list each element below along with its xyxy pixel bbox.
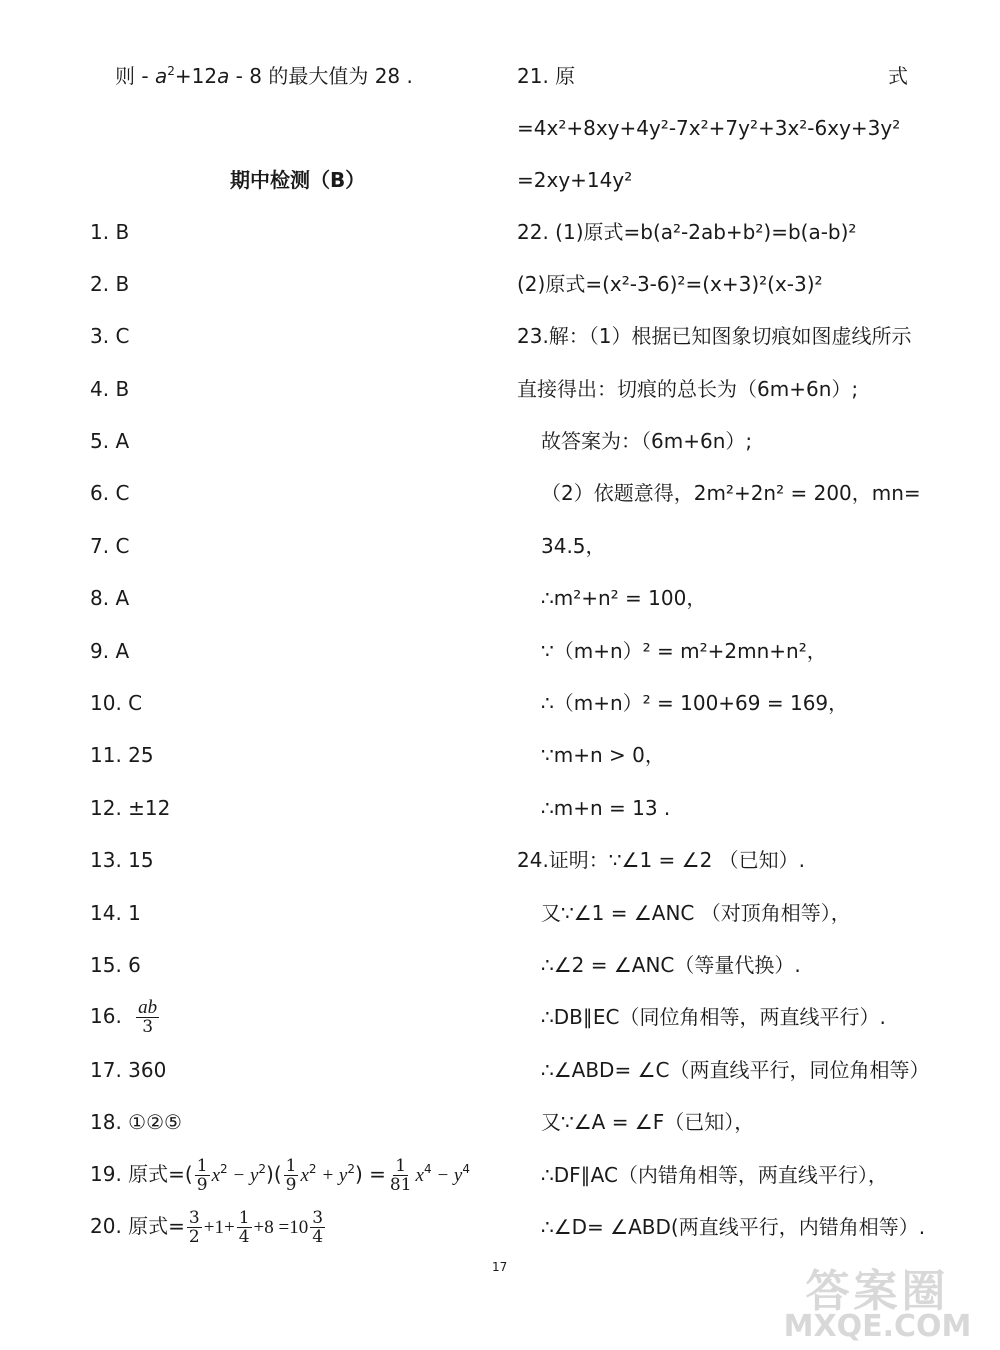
q21-line2: =4x²+8xy+4y²-7x²+7y²+3x²-6xy+3y² [517,116,901,140]
answer-20 [90,1204,327,1250]
answer-16-label: 16. [90,1004,122,1028]
intro-mid: +12 [174,64,218,88]
answer-9: 9. A [90,639,130,663]
answer-19-frac1-den: 9 [196,1175,208,1195]
answer-4: 4. B [90,377,130,401]
q23-line4: （2）依题意得，2m²+2n² = 200，mn= [541,481,921,505]
answer-2: 2. B [90,272,130,296]
answer-19-label: 19. 原式= [90,1162,185,1186]
answer-19-x1: x [211,1165,220,1186]
answer-19-exp4: 2 [347,1162,355,1176]
q23-line3: 故答案为：（6m+6n）; [541,429,753,453]
answer-6: 6. C [90,481,130,505]
watermark-logo [760,1255,995,1345]
answer-20-frac3-den: 4 [312,1227,324,1247]
answer-16-fraction [136,999,159,1036]
answer-20-plus2: +8 =10 [253,1217,309,1238]
answer-19-frac2-num: 1 [285,1156,297,1176]
q22-line1: 22. (1)原式=b(a²-2ab+b²)=b(a-b)² [517,220,857,244]
intro-line [115,62,413,90]
q23-line1: 23.解：（1）根据已知图象切痕如图虚线所示 [517,324,912,348]
answer-20-frac2 [237,1209,252,1246]
answer-19-frac2 [284,1157,299,1194]
answer-19-frac1 [195,1157,210,1194]
answer-8: 8. A [90,586,130,610]
q23-line8: ∴（m+n）² = 100+69 = 169， [541,691,849,715]
answer-5: 5. A [90,429,130,453]
answer-20-frac2-num: 1 [238,1208,250,1228]
watermark-top: 答案圈 [805,1266,950,1317]
answer-19-frac3-den: 81 [389,1175,412,1195]
answer-19-y2: + y [316,1165,348,1186]
q24-line2: 又∵∠1 = ∠ANC （对顶角相等）， [541,901,851,925]
answer-16-den: 3 [142,1017,154,1037]
q22-line2: (2)原式=(x²-3-6)²=(x+3)²(x-3)² [517,272,823,296]
section-title: 期中检测（B） [230,168,366,192]
answer-20-frac1-den: 2 [188,1227,200,1247]
answer-10: 10. C [90,691,143,715]
answer-19-exp3: 2 [308,1162,317,1176]
answer-19-frac1-num: 1 [196,1156,208,1176]
answer-17: 17. 360 [90,1058,167,1082]
answer-20-frac2-den: 4 [238,1227,250,1247]
answer-19-y1: − y [227,1165,259,1186]
answer-19-paren2: )( [266,1162,282,1186]
q24-line5: ∴∠ABD= ∠C（两直线平行，同位角相等） [541,1058,930,1082]
answer-20-frac3-num: 3 [312,1208,324,1228]
q23-line9: ∵m+n > 0， [541,743,665,767]
intro-prefix: 则 - [115,64,155,88]
answer-15: 15. 6 [90,953,141,977]
q21-line3: =2xy+14y² [517,168,633,192]
answer-19-frac2-den: 9 [285,1175,297,1195]
q21-head-left: 21. 原 [517,64,576,88]
page-number: 17 [492,1260,508,1274]
answer-12: 12. ±12 [90,796,171,820]
q24-line4: ∴DB∥EC（同位角相等，两直线平行）. [541,1005,886,1029]
answer-18: 18. ①②⑤ [90,1110,182,1134]
q24-line6: 又∵∠A = ∠F（已知）， [541,1110,755,1134]
answer-14: 14. 1 [90,901,141,925]
answer-19-exp2: 2 [258,1162,267,1176]
answer-16 [90,996,161,1036]
q23-line2: 直接得出：切痕的总长为（6m+6n）; [517,377,859,401]
answer-3: 3. C [90,324,130,348]
q24-line3: ∴∠2 = ∠ANC（等量代换）. [541,953,801,977]
answer-20-frac3 [310,1209,325,1246]
q23-line7: ∵（m+n）² = m²+2mn+n²， [541,639,827,663]
watermark-bottom: MXQE.COM [783,1309,972,1344]
intro-var-a2: a [217,64,230,88]
answer-19-y3: − y [431,1165,463,1186]
answer-20-frac1-num: 3 [188,1208,200,1228]
answer-19-x3: x [415,1165,424,1186]
answer-19-paren3: ) = [354,1162,386,1186]
answer-11: 11. 25 [90,743,154,767]
q21-head-right: 式 [888,64,908,88]
answer-20-plus1: +1+ [203,1217,235,1238]
answer-19-exp1: 2 [220,1162,228,1176]
answer-19-exp6: 4 [462,1162,471,1176]
q23-line10: ∴m+n = 13 . [541,796,671,820]
answer-1: 1. B [90,220,130,244]
answer-19-exp5: 4 [423,1162,432,1176]
answer-20-frac1 [187,1209,202,1246]
intro-exp: 2 [167,64,175,78]
answer-19-frac3-num: 1 [395,1156,407,1176]
q23-line6: ∴m²+n² = 100， [541,586,707,610]
answer-19 [90,1152,470,1198]
answer-20-label: 20. 原式= [90,1214,185,1238]
intro-var-a: a [154,64,168,88]
answer-19-paren: ( [184,1162,193,1186]
answer-19-x2: x [300,1165,309,1186]
q24-line7: ∴DF∥AC（内错角相等，两直线平行）， [541,1163,888,1187]
q23-line5: 34.5， [541,534,606,558]
q24-line8: ∴∠D= ∠ABD(两直线平行，内错角相等）. [541,1215,926,1239]
answer-13: 13. 15 [90,848,154,872]
answer-16-num: ab [138,997,158,1018]
q24-line1: 24.证明：∵∠1 = ∠2 （已知）. [517,848,806,872]
answer-7: 7. C [90,534,130,558]
answer-19-frac3 [388,1157,414,1194]
intro-tail: - 8 的最大值为 28 . [229,64,413,88]
